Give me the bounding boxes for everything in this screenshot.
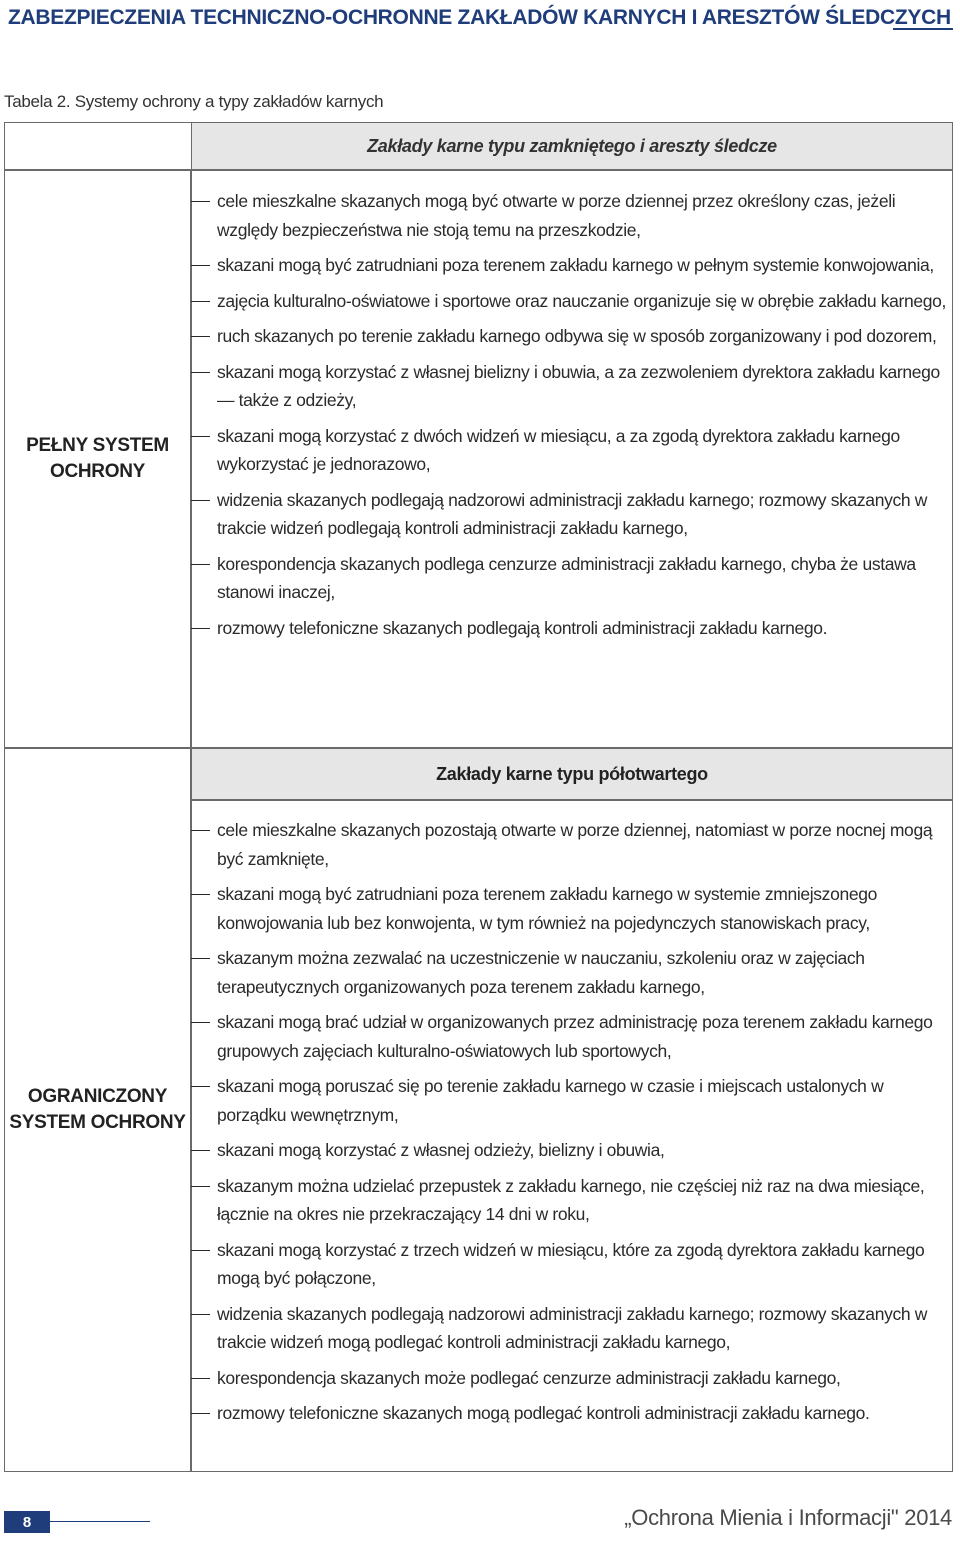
section-body-semi-open	[191, 800, 953, 1472]
section-heading-semi-open	[191, 748, 953, 800]
section-heading-closed	[191, 122, 953, 170]
section-body-closed	[191, 170, 953, 748]
system-label-limited: OGRANICZONY SYSTEM OCHRONY	[9, 1086, 186, 1133]
list-item: skazanym można zezwalać na uczestniczenie w nauczaniu, szkoleniu oraz w zajęciach terapeutycznych organizowanych poza terenem zakładu karnego,	[192, 944, 952, 1001]
section-heading-text: Zakłady karne typu półotwartego	[436, 763, 708, 784]
system-label-cell-full	[4, 170, 191, 748]
list-item: widzenia skazanych podlegają nadzorowi administracji zakładu karnego; rozmowy skazanych w trakcie widzeń mogą podlegać kontroli administracji zakładu karnego,	[192, 1300, 952, 1357]
rules-list-closed	[192, 187, 952, 642]
page-number-badge	[4, 1511, 50, 1533]
system-label-cell-limited	[4, 748, 191, 1472]
list-item: korespondencja skazanych podlega cenzurze administracji zakładu karnego, chyba że ustawa stanowi inaczej,	[192, 550, 952, 607]
list-item: skazani mogą być zatrudniani poza terenem zakładu karnego w systemie zmniejszonego konwojowania lub bez konwojenta, w tym również na pojedynczych stanowiskach pracy,	[192, 880, 952, 937]
list-item: zajęcia kulturalno-oświatowe i sportowe oraz nauczanie organizuje się w obrębie zakładu karnego,	[192, 287, 952, 316]
list-item: skazani mogą brać udział w organizowanych przez administrację poza terenem zakładu karnego grupowych zajęciach kulturalno-oświatowych lub sportowych,	[192, 1008, 952, 1065]
page-number-rule	[50, 1521, 150, 1522]
list-item: cele mieszkalne skazanych pozostają otwarte w porze dziennej, natomiast w porze nocnej mogą być zamknięte,	[192, 816, 952, 873]
list-item: ruch skazanych po terenie zakładu karnego odbywa się w sposób zorganizowany i pod dozorem,	[192, 322, 952, 351]
list-item: widzenia skazanych podlegają nadzorowi administracji zakładu karnego; rozmowy skazanych w trakcie widzeń podlegają kontroli administracji zakładu karnego,	[192, 486, 952, 543]
list-item: korespondencja skazanych może podlegać cenzurze administracji zakładu karnego,	[192, 1364, 952, 1393]
list-item: skazani mogą poruszać się po terenie zakładu karnego w czasie i miejscach ustalonych w porządku wewnętrznym,	[192, 1072, 952, 1129]
list-item: skazani mogą być zatrudniani poza terenem zakładu karnego w pełnym systemie konwojowania,	[192, 251, 952, 280]
page-header-title: ZABEZPIECZENIA TECHNICZNO-OCHRONNE ZAKŁADÓW KARNYCH I ARESZTÓW ŚLEDCZYCH	[8, 6, 951, 29]
system-label-full: PEŁNY SYSTEM OCHRONY	[26, 435, 169, 482]
list-item: skazani mogą korzystać z dwóch widzeń w miesiącu, a za zgodą dyrektora zakładu karnego wykorzystać je jednorazowo,	[192, 422, 952, 479]
table-empty-header-cell	[4, 122, 191, 170]
table-caption: Tabela 2. Systemy ochrony a typy zakładów karnych	[4, 92, 384, 111]
list-item: skazani mogą korzystać z trzech widzeń w miesiącu, które za zgodą dyrektora zakładu karnego mogą być połączone,	[192, 1236, 952, 1293]
list-item: skazanym można udzielać przepustek z zakładu karnego, nie częściej niż raz na dwa miesiące, łącznie na okres nie przekraczający 14 dni w roku,	[192, 1172, 952, 1229]
publication-footer: „Ochrona Mienia i Informacji" 2014	[624, 1505, 952, 1530]
list-item: skazani mogą korzystać z własnej bielizny i obuwia, a za zezwoleniem dyrektora zakładu karnego — także z odzieży,	[192, 358, 952, 415]
rules-list-semi-open	[192, 816, 952, 1428]
list-item: rozmowy telefoniczne skazanych mogą podlegać kontroli administracji zakładu karnego.	[192, 1399, 952, 1428]
page-number: 8	[22, 1513, 32, 1531]
list-item: cele mieszkalne skazanych mogą być otwarte w porze dziennej przez określony czas, jeżeli względy bezpieczeństwa nie stoją temu na przeszkodzie,	[192, 187, 952, 244]
list-item: rozmowy telefoniczne skazanych podlegają kontroli administracji zakładu karnego.	[192, 614, 952, 643]
list-item: skazani mogą korzystać z własnej odzieży, bielizny i obuwia,	[192, 1136, 952, 1165]
section-heading-text: Zakłady karne typu zamkniętego i areszty śledcze	[367, 135, 777, 156]
header-rule	[893, 28, 953, 30]
